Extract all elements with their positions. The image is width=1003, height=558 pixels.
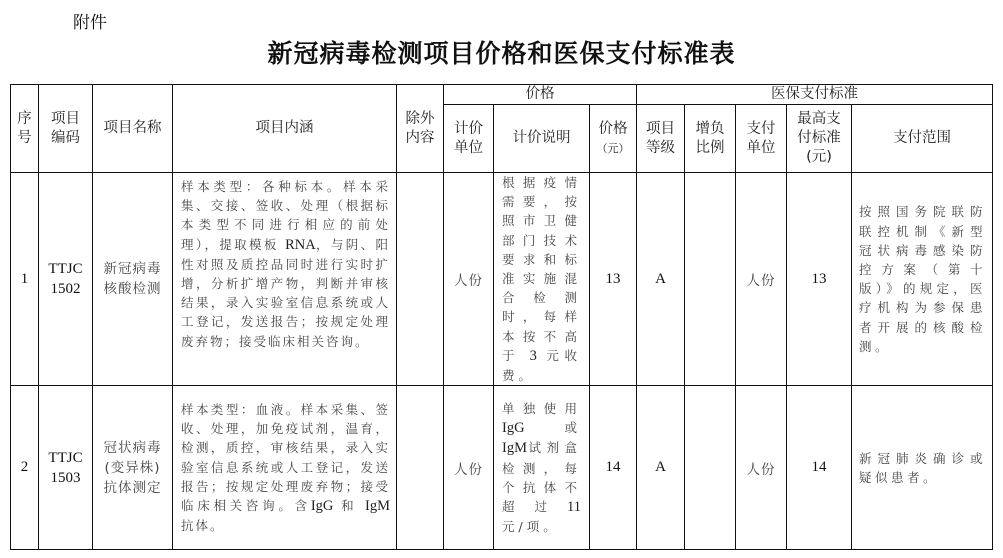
cell-content [173, 386, 397, 550]
content-text: 样本类型：各种标本。样本采集、交接、签收、处理（根据标本类型不同进行相应的前处理），提取模板 RNA，与阴、阳性对照及质控品同时进行实时扩增，分析扩增产物，判断并审核结果，录入实验室信息系统或人工登记，发送报告；按规定处理废弃物；接受临床相关咨询。 [181, 179, 390, 349]
header-grade: 项目等级 [637, 105, 685, 173]
header-name: 项目名称 [93, 85, 173, 173]
cell-grade: A [637, 173, 685, 386]
cell-copay-ratio [685, 386, 736, 550]
header-max-standard: 最高支付标准 (元) [787, 105, 852, 173]
cell-code: TTJC 1502 [39, 173, 93, 386]
table-row [11, 386, 993, 550]
header-pay-unit: 支付单位 [736, 105, 787, 173]
pay-scope-text: 新冠肺炎确诊或疑似患者。 [859, 450, 987, 485]
cell-max-standard: 13 [787, 173, 852, 386]
attachment-label: 附件 [73, 13, 107, 33]
price-standard-table [10, 84, 993, 550]
cell-price-note [494, 386, 590, 550]
cell-price-unit: 人份 [444, 173, 494, 386]
cell-pay-scope [852, 386, 993, 550]
cell-seq: 2 [11, 386, 39, 550]
cell-code: TTJC 1503 [39, 386, 93, 550]
header-price-unit: 计价单位 [444, 105, 494, 173]
cell-pay-unit: 人份 [736, 386, 787, 550]
cell-price: 13 [590, 173, 637, 386]
cell-grade: A [637, 386, 685, 550]
document-title: 新冠病毒检测项目价格和医保支付标准表 [267, 39, 736, 68]
content-text: 样本类型：血液。样本采集、签收、处理，加免疫试剂，温育，检测，质控，审核结果，录入实验室信息系统或人工登记，发送报告；按规定处理废弃物；接受临床相关咨询。含IgG 和 IgM 抗体。 [181, 402, 390, 534]
header-seq: 序号 [11, 85, 39, 173]
price-note-text: 单独使用IgG 或 IgM试剂盒检测，每个抗体不超过11 元/项。 [502, 401, 581, 535]
header-price-note: 计价说明 [494, 105, 590, 173]
header-exclusions: 除外内容 [397, 85, 444, 173]
cell-pay-unit: 人份 [736, 173, 787, 386]
cell-name: 新冠病毒 核酸检测 [93, 173, 173, 386]
cell-copay-ratio [685, 173, 736, 386]
price-note-text: 根据疫情需要，按照市卫健部门技术要求和标准实施混合检测时，每样本按不高于 3 元收费。 [502, 175, 581, 384]
cell-seq: 1 [11, 173, 39, 386]
header-content: 项目内涵 [173, 85, 397, 173]
cell-price: 14 [590, 386, 637, 550]
header-price-group: 价格 [444, 85, 637, 105]
table-row [11, 173, 993, 386]
header-pay-scope: 支付范围 [852, 105, 993, 173]
pay-scope-text: 按照国务院联防联控机制《新型冠状病毒感染防控方案（第十版）》的规定，医疗机构为参保患者开展的核酸检测。 [859, 204, 987, 354]
header-code: 项目编码 [39, 85, 93, 173]
header-row-group [11, 85, 993, 105]
cell-max-standard: 14 [787, 386, 852, 550]
cell-pay-scope [852, 173, 993, 386]
header-insurance-group: 医保支付标准 [637, 85, 993, 105]
cell-price-note [494, 173, 590, 386]
header-copay-ratio: 增负比例 [685, 105, 736, 173]
cell-content [173, 173, 397, 386]
header-price: 价格 （元） [590, 105, 637, 173]
cell-name: 冠状病毒 (变异株) 抗体测定 [93, 386, 173, 550]
cell-exclusions [397, 386, 444, 550]
cell-price-unit: 人份 [444, 386, 494, 550]
cell-exclusions [397, 173, 444, 386]
